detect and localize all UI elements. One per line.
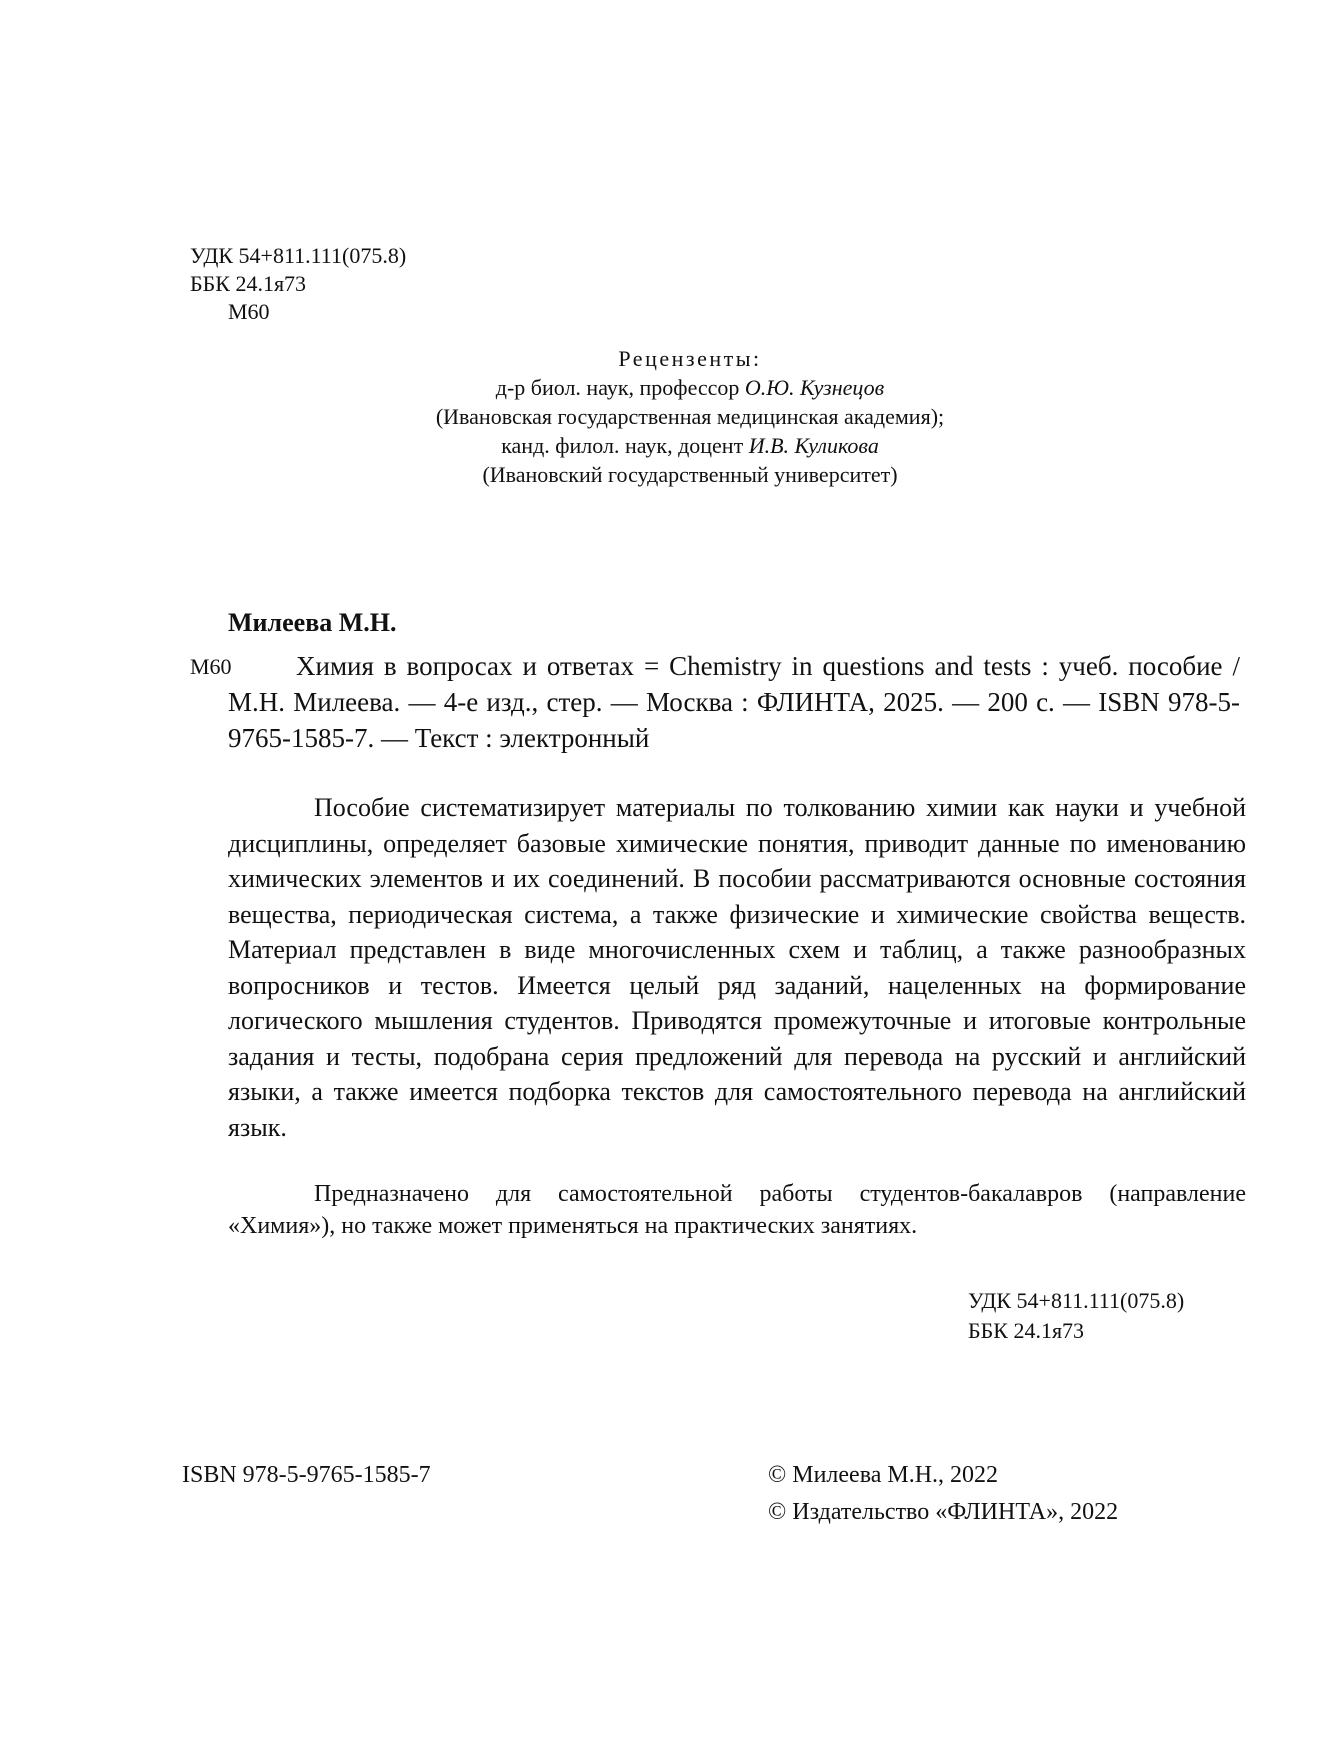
copyright-author: © Милеева М.Н., 2022 [768,1462,999,1488]
reviewer-1-organization: (Ивановская государственная медицинская академия); [435,404,945,429]
footer-udk-code: УДК 54+811.111(075.8) [968,1288,1185,1313]
reviewer-2-title: канд. филол. наук, доцент [501,433,744,458]
bibliographic-description: Химия в вопросах и ответах = Chemistry in questions and tests : учеб. пособие / М.Н. Милеева. — 4-е изд., стер. — Москва : ФЛИНТА, 2025. — 200 с. — ISBN 978-5-9765-1585-7. — Текст : электронный [228,651,1240,753]
copyright-block [768,1457,1118,1531]
reviewer-2 [360,431,1020,460]
bibliographic-author-mark: М60 [190,654,232,679]
reviewer-1-title: д-р биол. наук, профессор [495,375,740,400]
reviewer-1-name: О.Ю. Кузнецов [744,375,885,400]
reviewer-2-name: И.В. Куликова [748,433,879,458]
isbn: ISBN 978-5-9765-1585-7 [182,1462,431,1488]
bibliographic-author: Милеева М.Н. [228,608,397,637]
abstract-paragraph-2: Предназначено для самостоятельной работы студентов-бакалавров (направление «Химия»), но также может применяться на практических занятиях. [228,1181,1246,1239]
reviewer-1 [360,373,1020,402]
abstract-paragraph-1: Пособие систематизирует материалы по толкованию химии как науки и учебной дисциплины, определяет базовые химические понятия, приводит данные по именованию химических элементов и их соединений. В пособии рассматриваются основные состояния вещества, периодическая система, а также физические и химические свойства веществ. Материал представлен в виде многочисленных схем и таблиц, а также разнообразных вопросников и тестов. Имеется целый ряд заданий, нацеленных на формирование логического мышления студентов. Приводятся промежуточные и итоговые контрольные задания и тесты, подобрана серия предложений для перевода на русский и английский языки, а также имеется подборка текстов для самостоятельного перевода на английский язык. [228,793,1246,1142]
footer-classification-codes [968,1286,1184,1346]
header-author-mark: М60 [228,299,270,324]
header-classification-codes [190,242,406,326]
header-udk-code: УДК 54+811.111(075.8) [190,243,407,268]
header-bbk-code: ББК 24.1я73 [190,271,307,296]
reviewers-block [360,344,1020,489]
reviewer-2-organization: (Ивановский государственный университет) [482,462,898,487]
reviewers-heading: Рецензенты: [618,346,762,371]
footer-bbk-code: ББК 24.1я73 [968,1318,1085,1343]
copyright-publisher: © Издательство «ФЛИНТА», 2022 [768,1499,1119,1525]
